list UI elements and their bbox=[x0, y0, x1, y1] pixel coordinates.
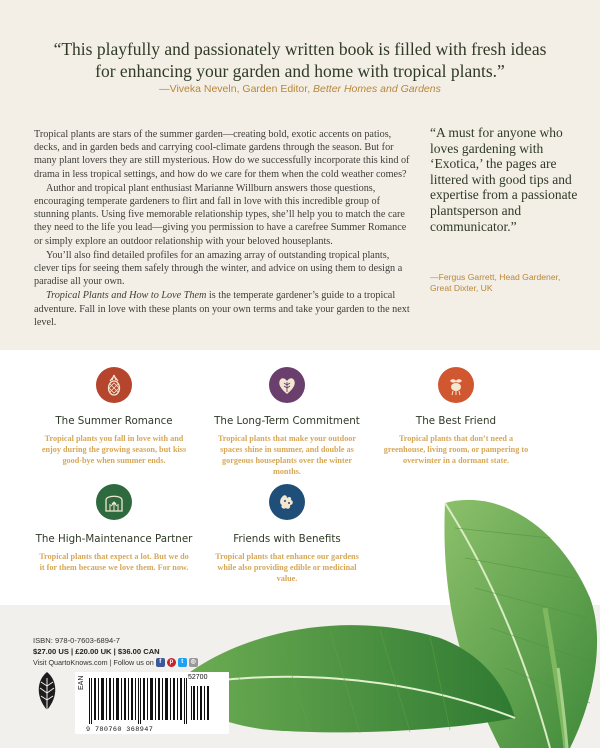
side-quote-attribution: —Fergus Garrett, Head Gardener, Great Dixter, UK bbox=[430, 272, 561, 293]
description-paragraph-4 bbox=[34, 289, 414, 329]
isbn: ISBN: 978-0-7603-6894-7 bbox=[33, 636, 120, 645]
category-title-long-term: The Long-Term Commitment bbox=[214, 415, 360, 427]
top-quote bbox=[26, 38, 574, 82]
category-desc-high-maintenance: Tropical plants that expect a lot. But we do it for them because we love them. For now. bbox=[39, 552, 189, 572]
top-quote-line2: for enhancing your garden and home with tropical plants.” bbox=[95, 61, 505, 81]
category-badge-best-friend bbox=[438, 367, 474, 403]
instagram-icon: ◎ bbox=[190, 659, 196, 665]
category-desc-long-term: Tropical plants that make your outdoor spaces shine in summer, and double as gorgeous houseplants over the winter months. bbox=[217, 434, 357, 476]
top-quote-attribution bbox=[26, 83, 574, 95]
facebook-icon: f bbox=[156, 658, 165, 667]
visit-text: Visit QuartoKnows.com | Follow us on bbox=[33, 658, 154, 667]
description-paragraph-3: You’ll also find detailed profiles for an amazing array of outstanding tropical plants, clever tips for seeing them safely through the winter, and advice on using them to design a paradise all your own. bbox=[34, 249, 403, 288]
category-title-best-friend: The Best Friend bbox=[415, 415, 497, 427]
barcode-bars bbox=[89, 678, 209, 726]
visit-line bbox=[33, 658, 198, 667]
attribution-publication: Better Homes and Gardens bbox=[313, 83, 441, 95]
barcode bbox=[75, 672, 229, 734]
description-paragraph-1: Tropical plants are stars of the summer garden—creating bold, exotic accents on patios, decks, and in garden beds and carrying cool-climate gardens through the season. But for many plant lovers they are still mysterious. How do we successfully incorporate this kind of drama in less tropical settings, and how do we care for them when the cold weather comes? bbox=[34, 129, 410, 180]
category-title-summer-romance: The Summer Romance bbox=[55, 415, 173, 427]
category-badge-summer-romance bbox=[96, 367, 132, 403]
category-desc-summer-romance: Tropical plants you fall in love with and enjoy during the growing season, but kiss good-bye when summer ends. bbox=[41, 434, 187, 465]
description-paragraph-2: Author and tropical plant enthusiast Marianne Willburn answers those questions, encouraging temperate gardeners to flirt and fall in love with this incredible group of stunning plants. Using five memorable relationship types, she’ll help you to match the care they need to the life you lead—giving you permission to have a carefree Summer Romance or simply explore an outdoor relationship with your beloved houseplants. bbox=[34, 182, 407, 247]
greenhouse-icon bbox=[102, 490, 126, 514]
category-badge-high-maintenance bbox=[96, 484, 132, 520]
bulb-icon bbox=[444, 373, 468, 397]
category-title-high-maintenance: The High-Maintenance Partner bbox=[35, 533, 193, 545]
pineapple-icon bbox=[102, 373, 126, 397]
top-quote-line1: “This playfully and passionately written book is filled with fresh ideas bbox=[53, 39, 547, 59]
attribution-prefix: —Viveka Neveln, Garden Editor, bbox=[159, 83, 311, 95]
description bbox=[34, 128, 414, 330]
category-desc-best-friend: Tropical plants that don’t need a greenhouse, living room, or pampering to overwinter in a dormant state. bbox=[383, 434, 529, 465]
twitter-icon: t bbox=[178, 658, 187, 667]
category-desc-friends-benefits: Tropical plants that enhance our gardens while also providing edible or medicinal value. bbox=[215, 552, 359, 583]
leaf-heart-icon bbox=[275, 373, 299, 397]
price-code: 52700 bbox=[188, 674, 208, 681]
pinterest-icon: p bbox=[167, 658, 176, 667]
category-title-friends-benefits: Friends with Benefits bbox=[233, 533, 341, 545]
category-badge-long-term bbox=[269, 367, 305, 403]
barcode-digits: 9 780760 368947 bbox=[86, 726, 154, 734]
prices: $27.00 US | £20.00 UK | $36.00 CAN bbox=[33, 647, 160, 656]
description-paragraph-4-rest: is the temperate gardener’s guide to a tropical adventure. Fall in love with these plants on your own terms and take your garden to the next level. bbox=[34, 290, 410, 328]
ean-label: EAN bbox=[78, 675, 85, 690]
publisher-leaf-logo bbox=[33, 670, 61, 718]
book-title: Tropical Plants and How to Love Them bbox=[46, 290, 207, 302]
side-quote: “A must for anyone who loves gardening with ‘Exotica,’ the pages are littered with good tips and expertise from a passionate plantsperson and communicator.” bbox=[430, 125, 578, 234]
